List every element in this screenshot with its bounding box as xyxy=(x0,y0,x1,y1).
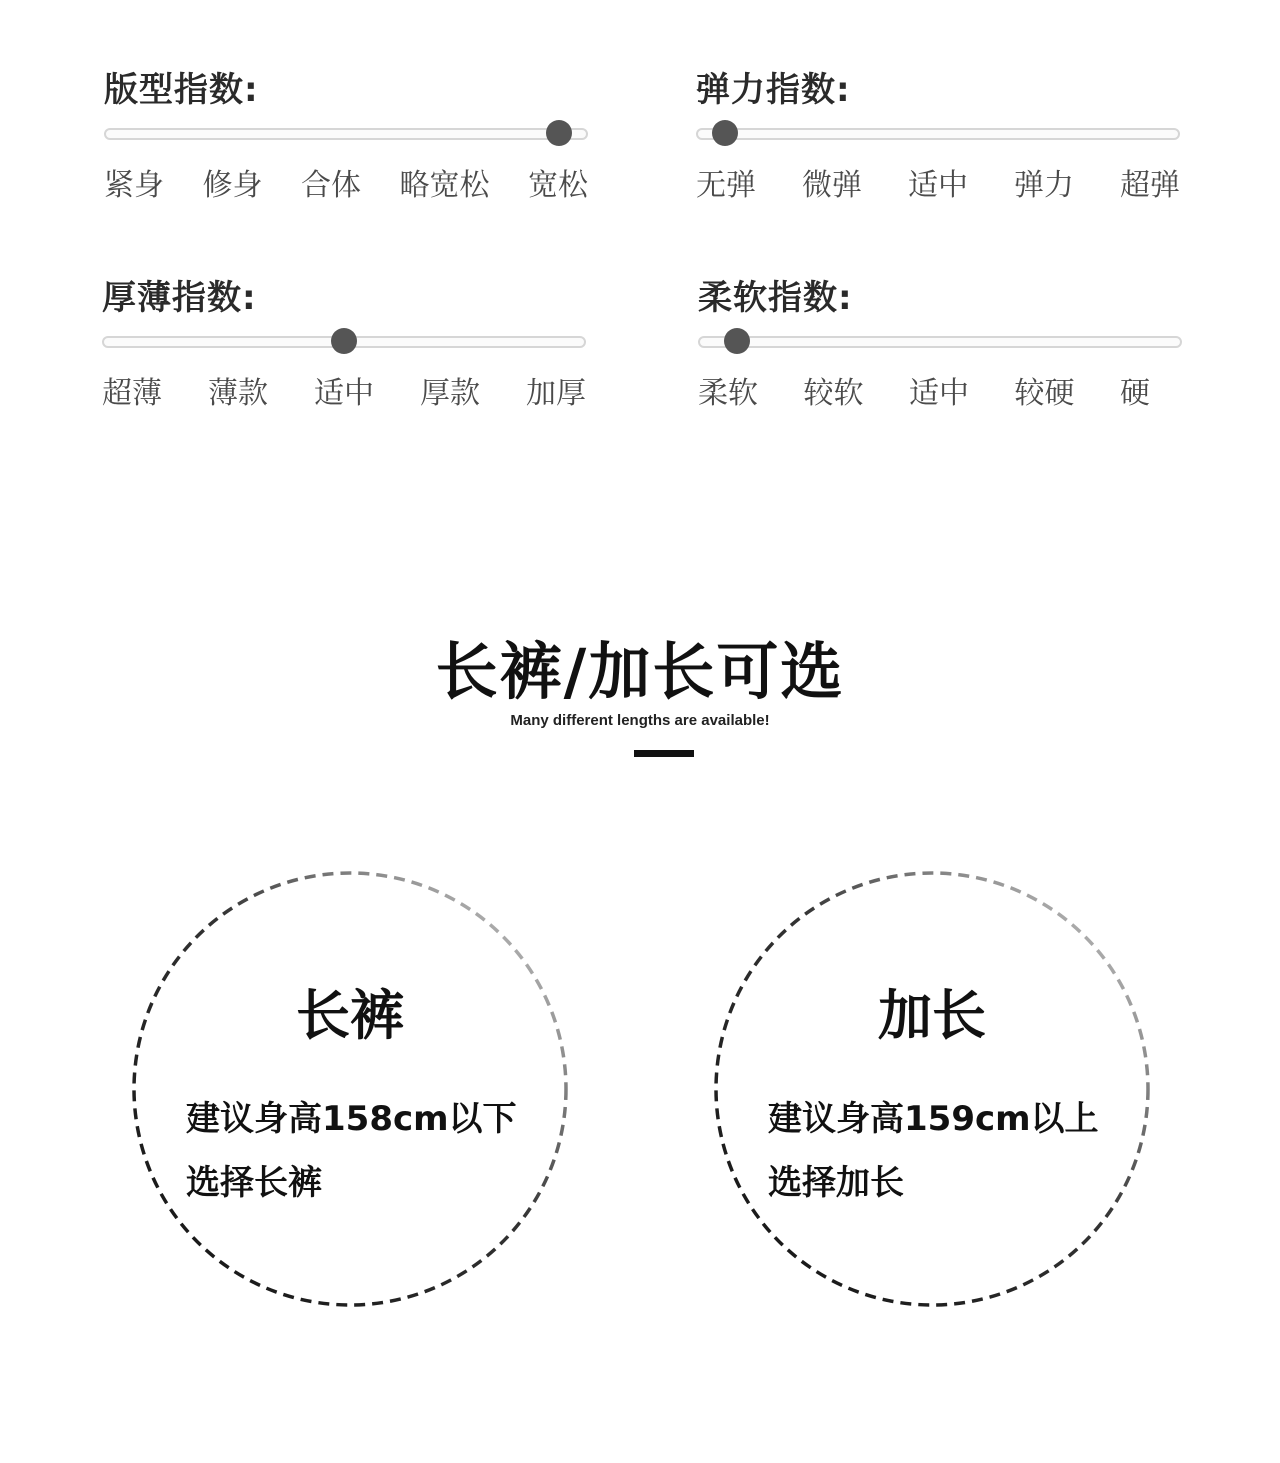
softness-index-track xyxy=(698,336,1182,348)
option-choice-advice: 选择加长 xyxy=(768,1163,904,1203)
elasticity-index-knob xyxy=(712,120,738,146)
elasticity-index-levels xyxy=(696,160,1180,204)
thickness-index-knob xyxy=(331,328,357,354)
option-card-regular xyxy=(130,869,570,1309)
level-label: 超薄 xyxy=(102,376,162,411)
section-title: 长裤/加长可选 xyxy=(435,635,845,708)
level-label: 柔软 xyxy=(698,376,758,411)
level-label: 适中 xyxy=(908,168,968,203)
option-card-extended xyxy=(712,869,1152,1309)
option-height-advice: 建议身高158cm以下 xyxy=(186,1099,517,1139)
level-label: 合体 xyxy=(301,168,361,203)
level-label: 适中 xyxy=(314,376,374,411)
option-height-advice: 建议身高159cm以上 xyxy=(768,1099,1099,1139)
dashed-circle-icon xyxy=(130,869,570,1309)
softness-index-title: 柔软指数: xyxy=(698,278,853,318)
thickness-index-levels xyxy=(102,368,586,412)
fit-index-knob xyxy=(546,120,572,146)
dashed-circle-icon xyxy=(712,869,1152,1309)
level-label: 微弹 xyxy=(802,168,862,203)
fit-index-track xyxy=(104,128,588,140)
level-label: 加厚 xyxy=(526,376,586,411)
option-choice-advice: 选择长裤 xyxy=(186,1163,322,1203)
fit-index-title: 版型指数: xyxy=(104,70,259,110)
level-label: 略宽松 xyxy=(399,168,490,203)
elasticity-index-title: 弹力指数: xyxy=(696,70,851,110)
level-label: 较硬 xyxy=(1014,376,1075,411)
level-label: 宽松 xyxy=(528,168,588,203)
level-label: 紧身 xyxy=(104,168,164,203)
section-subtitle: Many different lengths are available! xyxy=(510,712,770,729)
level-label: 适中 xyxy=(909,376,969,411)
option-heading: 加长 xyxy=(878,984,986,1047)
softness-index-levels xyxy=(698,368,1150,412)
option-heading: 长裤 xyxy=(296,984,404,1047)
level-label: 修身 xyxy=(202,168,263,203)
level-label: 弹力 xyxy=(1014,168,1074,203)
softness-index-knob xyxy=(724,328,750,354)
level-label: 无弹 xyxy=(696,168,756,203)
level-label: 厚款 xyxy=(420,376,480,411)
level-label: 较软 xyxy=(803,376,864,411)
elasticity-index-track xyxy=(696,128,1180,140)
fit-index-levels xyxy=(104,160,588,204)
section-divider xyxy=(634,750,694,757)
thickness-index-title: 厚薄指数: xyxy=(102,278,257,318)
level-label: 超弹 xyxy=(1120,168,1180,203)
level-label: 薄款 xyxy=(208,376,268,411)
level-label: 硬 xyxy=(1120,376,1150,411)
